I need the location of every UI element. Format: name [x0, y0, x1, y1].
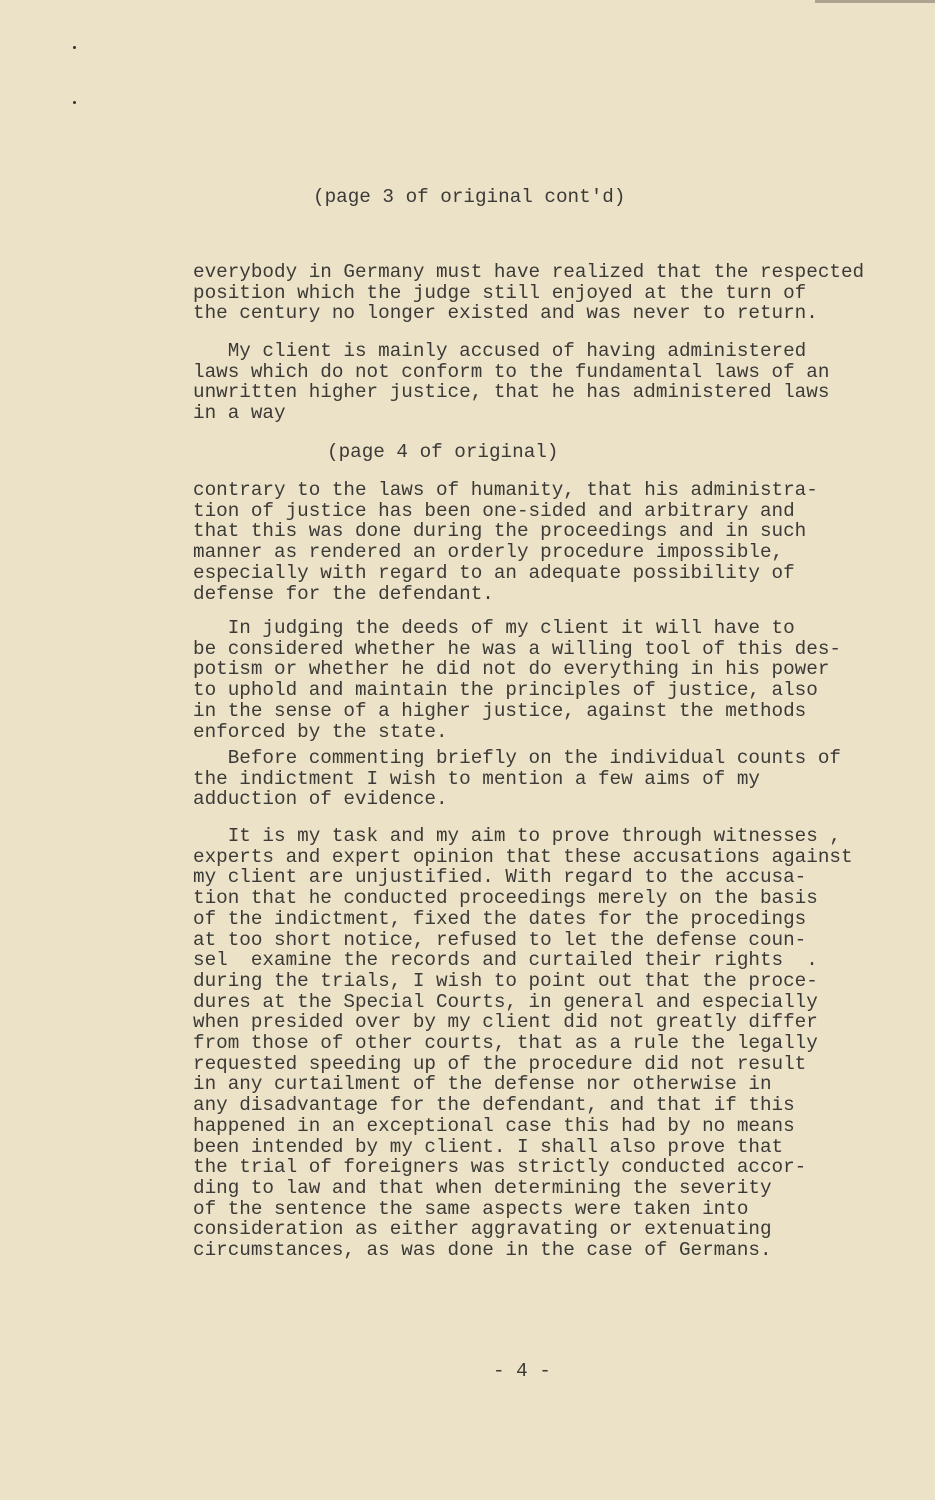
text-line: requested speeding up of the procedure did not result	[193, 1052, 807, 1075]
text-line: defense for the defendant.	[193, 582, 494, 605]
text-line: unwritten higher justice, that he has administered laws	[193, 381, 830, 404]
text-line: Before commenting briefly on the individual counts of	[193, 747, 841, 769]
text-line: especially with regard to an adequate possibility of	[193, 561, 795, 584]
page-header: (page 3 of original cont'd)	[313, 186, 626, 208]
text-line: the trial of foreigners was strictly conducted accor-	[193, 1156, 807, 1179]
text-line: the indictment I wish to mention a few aims of my	[193, 767, 760, 790]
text-line: of the sentence the same aspects were taken into	[193, 1197, 749, 1220]
punch-mark	[73, 101, 76, 104]
text-line: been intended by my client. I shall also prove that	[193, 1135, 784, 1158]
text-line: circumstances, as was done in the case of Germans.	[193, 1239, 772, 1262]
text-line: contrary to the laws of humanity, that his administra-	[193, 479, 818, 501]
text-line: during the trials, I wish to point out that the proce-	[193, 969, 818, 992]
text-line: of the indictment, fixed the dates for the procedings	[193, 907, 807, 930]
text-line: In judging the deeds of my client it will have to	[193, 617, 795, 639]
page-number: - 4 -	[493, 1360, 551, 1382]
text-line: the century no longer existed and was never to return.	[193, 302, 818, 325]
page-edge	[815, 0, 935, 3]
text-line: It is my task and my aim to prove through witnesses ,	[193, 825, 841, 847]
text-line: in a way	[193, 402, 286, 425]
text-line: any disadvantage for the defendant, and that if this	[193, 1094, 795, 1117]
text-line: in the sense of a higher justice, against the methods	[193, 699, 807, 722]
text-line: to uphold and maintain the principles of justice, also	[193, 679, 818, 702]
paragraph	[193, 341, 829, 424]
text-line: laws which do not conform to the fundamental laws of an	[193, 360, 830, 383]
paragraph	[193, 480, 818, 604]
text-line: manner as rendered an orderly procedure impossible,	[193, 541, 784, 564]
paragraph	[193, 618, 841, 742]
paragraph	[193, 748, 841, 810]
text-line: adduction of evidence.	[193, 788, 448, 811]
text-line: tion that he conducted proceedings merely on the basis	[193, 887, 818, 910]
text-line: experts and expert opinion that these accusations against	[193, 845, 853, 868]
text-line: happened in an exceptional case this had by no means	[193, 1114, 795, 1137]
paragraph	[193, 262, 864, 324]
text-line: dures at the Special Courts, in general and especially	[193, 990, 818, 1013]
text-line: ding to law and that when determining the severity	[193, 1176, 772, 1199]
text-line: position which the judge still enjoyed at the turn of	[193, 281, 807, 304]
text-line: that this was done during the proceedings and in such	[193, 520, 807, 543]
text-line: enforced by the state.	[193, 720, 448, 743]
text-line: in any curtailment of the defense nor otherwise in	[193, 1073, 772, 1096]
text-line: sel examine the records and curtailed their rights .	[193, 949, 818, 972]
page-subheader: (page 4 of original)	[327, 441, 559, 463]
text-line: at too short notice, refused to let the defense coun-	[193, 928, 807, 951]
text-line: everybody in Germany must have realized that the respected	[193, 261, 865, 283]
text-line: when presided over by my client did not greatly differ	[193, 1011, 818, 1034]
text-line: potism or whether he did not do everything in his power	[193, 658, 830, 681]
text-line: tion of justice has been one-sided and arbitrary and	[193, 499, 795, 522]
text-line: from those of other courts, that as a rule the legally	[193, 1032, 818, 1055]
punch-mark	[73, 46, 76, 49]
text-line: My client is mainly accused of having administered	[193, 340, 807, 362]
text-line: be considered whether he was a willing tool of this des-	[193, 637, 841, 660]
paragraph	[193, 826, 853, 1261]
text-line: my client are unjustified. With regard to the accusa-	[193, 866, 807, 889]
text-line: consideration as either aggravating or extenuating	[193, 1218, 772, 1241]
